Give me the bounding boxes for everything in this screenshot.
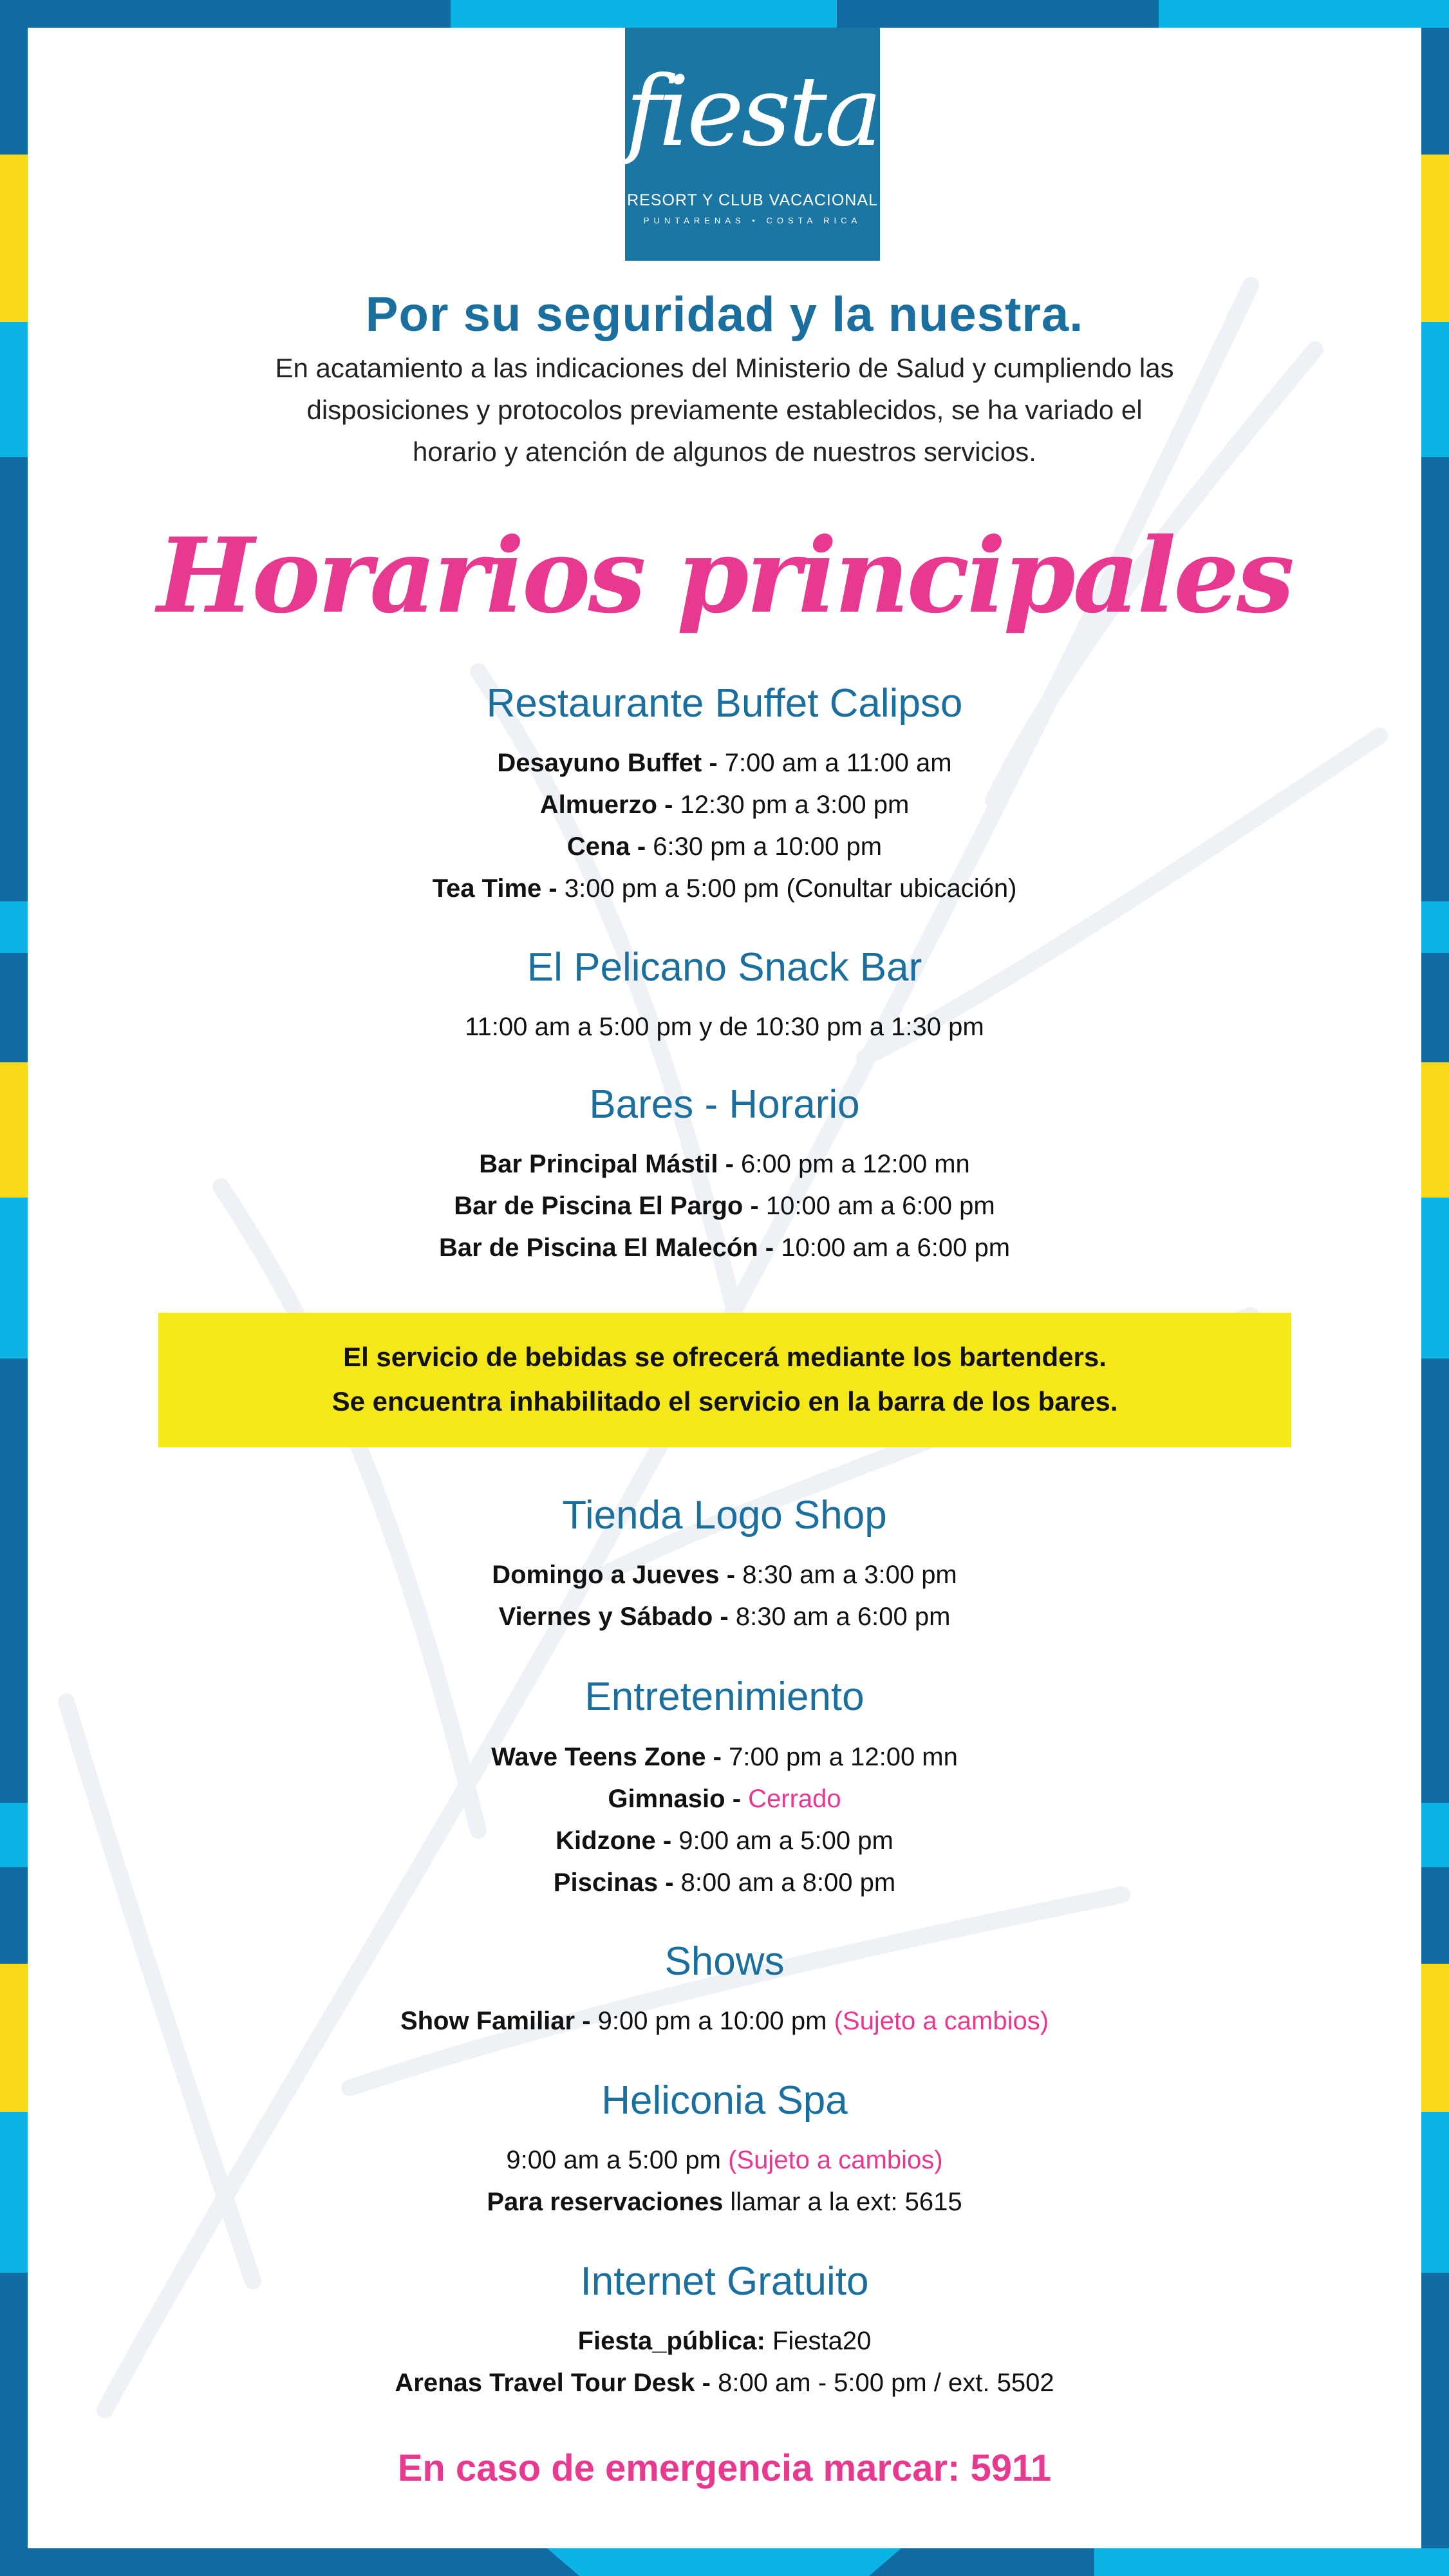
spa-reservations: Para reservaciones llamar a la ext: 5615 (487, 2188, 962, 2216)
spa-title: Heliconia Spa (601, 2078, 848, 2123)
logo-location: PUNTARENAS • COSTA RICA (643, 216, 862, 225)
shop-item: Viernes y Sábado - 8:30 am a 6:00 pm (498, 1603, 951, 1631)
entertainment-item: Wave Teens Zone - 7:00 pm a 12:00 mn (491, 1743, 958, 1771)
bars-title: Bares - Horario (589, 1082, 860, 1127)
logo-subtitle: RESORT Y CLUB VACACIONAL (627, 191, 878, 209)
spa-hours: 9:00 am a 5:00 pm (Sujeto a cambios) (506, 2146, 943, 2174)
intro-line-3: horario y atención de algunos de nuestros servicios. (413, 437, 1036, 467)
bar-item: Bar de Piscina El Malecón - 10:00 am a 6:00 pm (438, 1234, 1011, 1262)
subject-to-change-note: (Sujeto a cambios) (834, 2007, 1049, 2035)
intro-title: Por su seguridad y la nuestra. (365, 287, 1084, 342)
entertainment-item: Gimnasio - Cerrado (608, 1785, 841, 1813)
entertainment-item: Piscinas - 8:00 am a 8:00 pm (553, 1868, 896, 1897)
intro-line-1: En acatamiento a las indicaciones del Ministerio de Salud y cumpliendo las (275, 353, 1174, 383)
wifi-info: Fiesta_pública: Fiesta20 (577, 2327, 872, 2355)
subject-to-change-note: (Sujeto a cambios) (728, 2146, 943, 2174)
restaurant-item: Almuerzo - 12:30 pm a 3:00 pm (539, 791, 910, 819)
entertainment-title: Entretenimiento (584, 1675, 865, 1719)
snack-bar-title: El Pelicano Snack Bar (527, 945, 922, 990)
restaurant-item: Tea Time - 3:00 pm a 5:00 pm (Conultar ubicación) (432, 874, 1017, 903)
restaurant-item: Desayuno Buffet - 7:00 am a 11:00 am (497, 749, 952, 777)
tour-desk-info: Arenas Travel Tour Desk - 8:00 am - 5:00 pm / ext. 5502 (395, 2369, 1054, 2397)
internet-title: Internet Gratuito (580, 2259, 869, 2304)
bar-item: Bar Principal Mástil - 6:00 pm a 12:00 mn (479, 1150, 970, 1178)
entertainment-item: Kidzone - 9:00 am a 5:00 pm (556, 1827, 893, 1855)
main-title: Horarios principales (156, 515, 1293, 636)
show-item: Show Familiar - 9:00 pm a 10:00 pm (Sujeto a cambios) (400, 2007, 1049, 2035)
shop-item: Domingo a Jueves - 8:30 am a 3:00 pm (492, 1561, 957, 1589)
shop-title: Tienda Logo Shop (562, 1493, 887, 1537)
shows-title: Shows (664, 1939, 785, 1984)
restaurant-item: Cena - 6:30 pm a 10:00 pm (566, 832, 883, 861)
logo-wordmark: fiesta (625, 56, 880, 168)
bar-item: Bar de Piscina El Pargo - 10:00 am a 6:00 pm (454, 1192, 995, 1220)
resort-logo (625, 28, 880, 261)
notice-line-2: Se encuentra inhabilitado el servicio en la barra de los bares. (332, 1386, 1118, 1416)
intro-line-2: disposiciones y protocolos previamente establecidos, se ha variado el (306, 395, 1143, 425)
closed-status: Cerrado (748, 1785, 841, 1813)
snack-bar-hours: 11:00 am a 5:00 pm y de 10:30 pm a 1:30 pm (465, 1013, 984, 1041)
beverage-notice (158, 1313, 1291, 1447)
notice-line-1: El servicio de bebidas se ofrecerá mediante los bartenders. (343, 1342, 1107, 1372)
restaurant-title: Restaurante Buffet Calipso (486, 681, 963, 726)
emergency-line: En caso de emergencia marcar: 5911 (397, 2447, 1052, 2489)
